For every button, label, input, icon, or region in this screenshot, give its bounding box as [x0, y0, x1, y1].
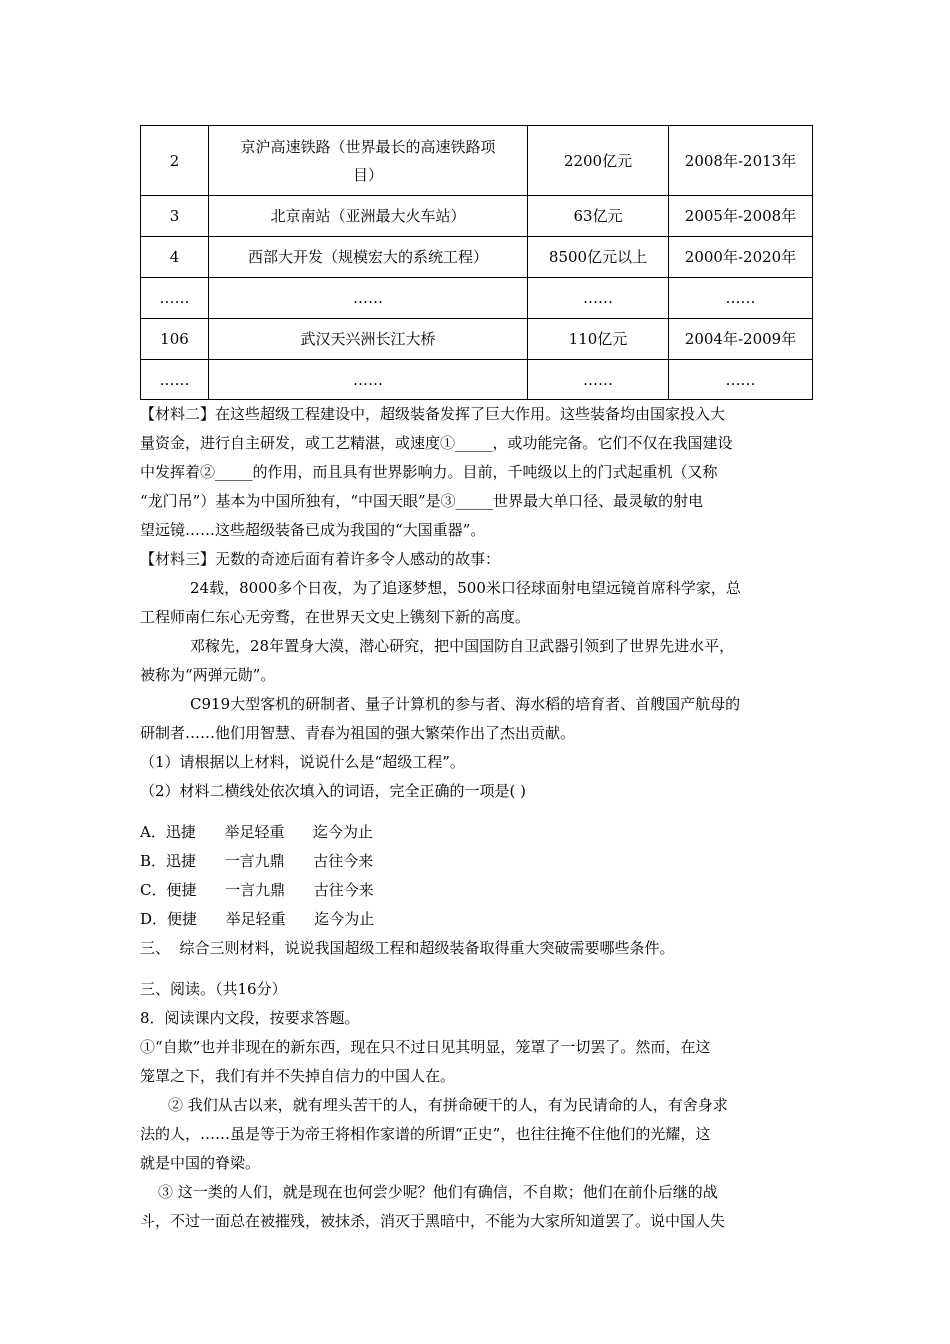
reading-paragraph: ①“自欺”也并非现在的新东西，现在只不过日见其明显，笼罩了一切罢了。然而，在这 — [140, 1038, 711, 1056]
cell-period: …… — [669, 278, 813, 319]
question-2: （2）材料二横线处依次填入的词语，完全正确的一项是( ) — [140, 782, 527, 800]
cell-cost: …… — [528, 360, 669, 400]
material3-paragraph: 研制者……他们用智慧、青春为祖国的强大繁荣作出了杰出贡献。 — [140, 724, 576, 742]
cell-cost: 2200亿元 — [528, 126, 669, 196]
table-row — [141, 360, 813, 400]
cell-project: …… — [209, 360, 528, 400]
cell-cost: …… — [528, 278, 669, 319]
cell-cost: 110亿元 — [528, 319, 669, 360]
cell-no: 106 — [141, 319, 209, 360]
material2-line: 望远镜……这些超级装备已成为我国的“大国重器”。 — [140, 521, 486, 539]
material2-line: 量资金，进行自主研发，或工艺精湛，或速度①_____，或功能完备。它们不仅在我国建设 — [140, 434, 733, 452]
cell-period: 2008年-2013年 — [669, 126, 813, 196]
cell-cost: 63亿元 — [528, 196, 669, 237]
question-8: 8．阅读课内文段，按要求答题。 — [140, 1009, 360, 1027]
cell-project: 北京南站（亚洲最大火车站） — [209, 196, 528, 237]
cell-no: …… — [141, 278, 209, 319]
material3-paragraph: 邓稼先，28年置身大漠，潜心研究，把中国国防自卫武器引领到了世界先进水平， — [190, 637, 735, 655]
cell-project: 京沪高速铁路（世界最长的高速铁路项 目） — [209, 126, 528, 196]
cell-project: 西部大开发（规模宏大的系统工程） — [209, 237, 528, 278]
cell-period: …… — [669, 360, 813, 400]
reading-paragraph: ② 我们从古以来，就有埋头苦干的人，有拼命硬干的人，有为民请命的人，有舍身求 — [168, 1096, 728, 1114]
projects-table — [140, 125, 813, 400]
cell-no: 2 — [141, 126, 209, 196]
material3-paragraph: 被称为“两弹元勋”。 — [140, 666, 276, 684]
cell-no: 3 — [141, 196, 209, 237]
cell-no: 4 — [141, 237, 209, 278]
document-body — [140, 400, 815, 1236]
table-row — [141, 278, 813, 319]
reading-paragraph: 斗，不过一面总在被摧残，被抹杀，消灭于黑暗中，不能为大家所知道罢了。说中国人失 — [140, 1212, 726, 1230]
table-row — [141, 319, 813, 360]
cell-cost: 8500亿元以上 — [528, 237, 669, 278]
material2-line: “龙门吊”）基本为中国所独有，“中国天眼”是③_____世界最大单口径、最灵敏的射电 — [140, 492, 704, 510]
option-c: C．便捷 一言九鼎 古往今来 — [140, 881, 374, 899]
option-d: D．便捷 举足轻重 迄今为止 — [140, 910, 375, 928]
material3-paragraph: 工程师南仁东心无旁骛，在世界天文史上镌刻下新的高度。 — [140, 608, 531, 626]
cell-project: …… — [209, 278, 528, 319]
reading-paragraph: 就是中国的脊梁。 — [140, 1154, 261, 1172]
material3-paragraph: C919大型客机的研制者、量子计算机的参与者、海水稻的培育者、首艘国产航母的 — [190, 695, 741, 713]
material3-intro: 【材料三】无数的奇迹后面有着许多令人感动的故事： — [140, 550, 501, 568]
material2-line: 【材料二】在这些超级工程建设中，超级装备发挥了巨大作用。这些装备均由国家投入大 — [140, 405, 726, 423]
option-b: B．迅捷 一言九鼎 古往今来 — [140, 852, 374, 870]
table-row — [141, 237, 813, 278]
table-row — [141, 126, 813, 196]
option-a: A．迅捷 举足轻重 迄今为止 — [140, 823, 374, 841]
reading-paragraph: 笼罩之下，我们有并不失掉自信力的中国人在。 — [140, 1067, 456, 1085]
cell-no: …… — [141, 360, 209, 400]
cell-period: 2004年-2009年 — [669, 319, 813, 360]
reading-paragraph: 法的人，……虽是等于为帝王将相作家谱的所谓“正史”，也往往掩不住他们的光耀，这 — [140, 1125, 711, 1143]
table-row — [141, 196, 813, 237]
cell-project: 武汉天兴洲长江大桥 — [209, 319, 528, 360]
question-1: （1）请根据以上材料，说说什么是“超级工程”。 — [140, 753, 465, 771]
question-3: 三、 综合三则材料，说说我国超级工程和超级装备取得重大突破需要哪些条件。 — [140, 939, 675, 957]
cell-period: 2000年-2020年 — [669, 237, 813, 278]
section-heading: 三、阅读。（共16分） — [140, 980, 287, 998]
material2-line: 中发挥着②_____的作用，而且具有世界影响力。目前，千吨级以上的门式起重机（又称 — [140, 463, 718, 481]
cell-period: 2005年-2008年 — [669, 196, 813, 237]
reading-paragraph: ③ 这一类的人们，就是现在也何尝少呢？他们有确信，不自欺；他们在前仆后继的战 — [158, 1183, 718, 1201]
material3-paragraph: 24载，8000多个日夜，为了追逐梦想，500米口径球面射电望远镜首席科学家，总 — [190, 579, 741, 597]
